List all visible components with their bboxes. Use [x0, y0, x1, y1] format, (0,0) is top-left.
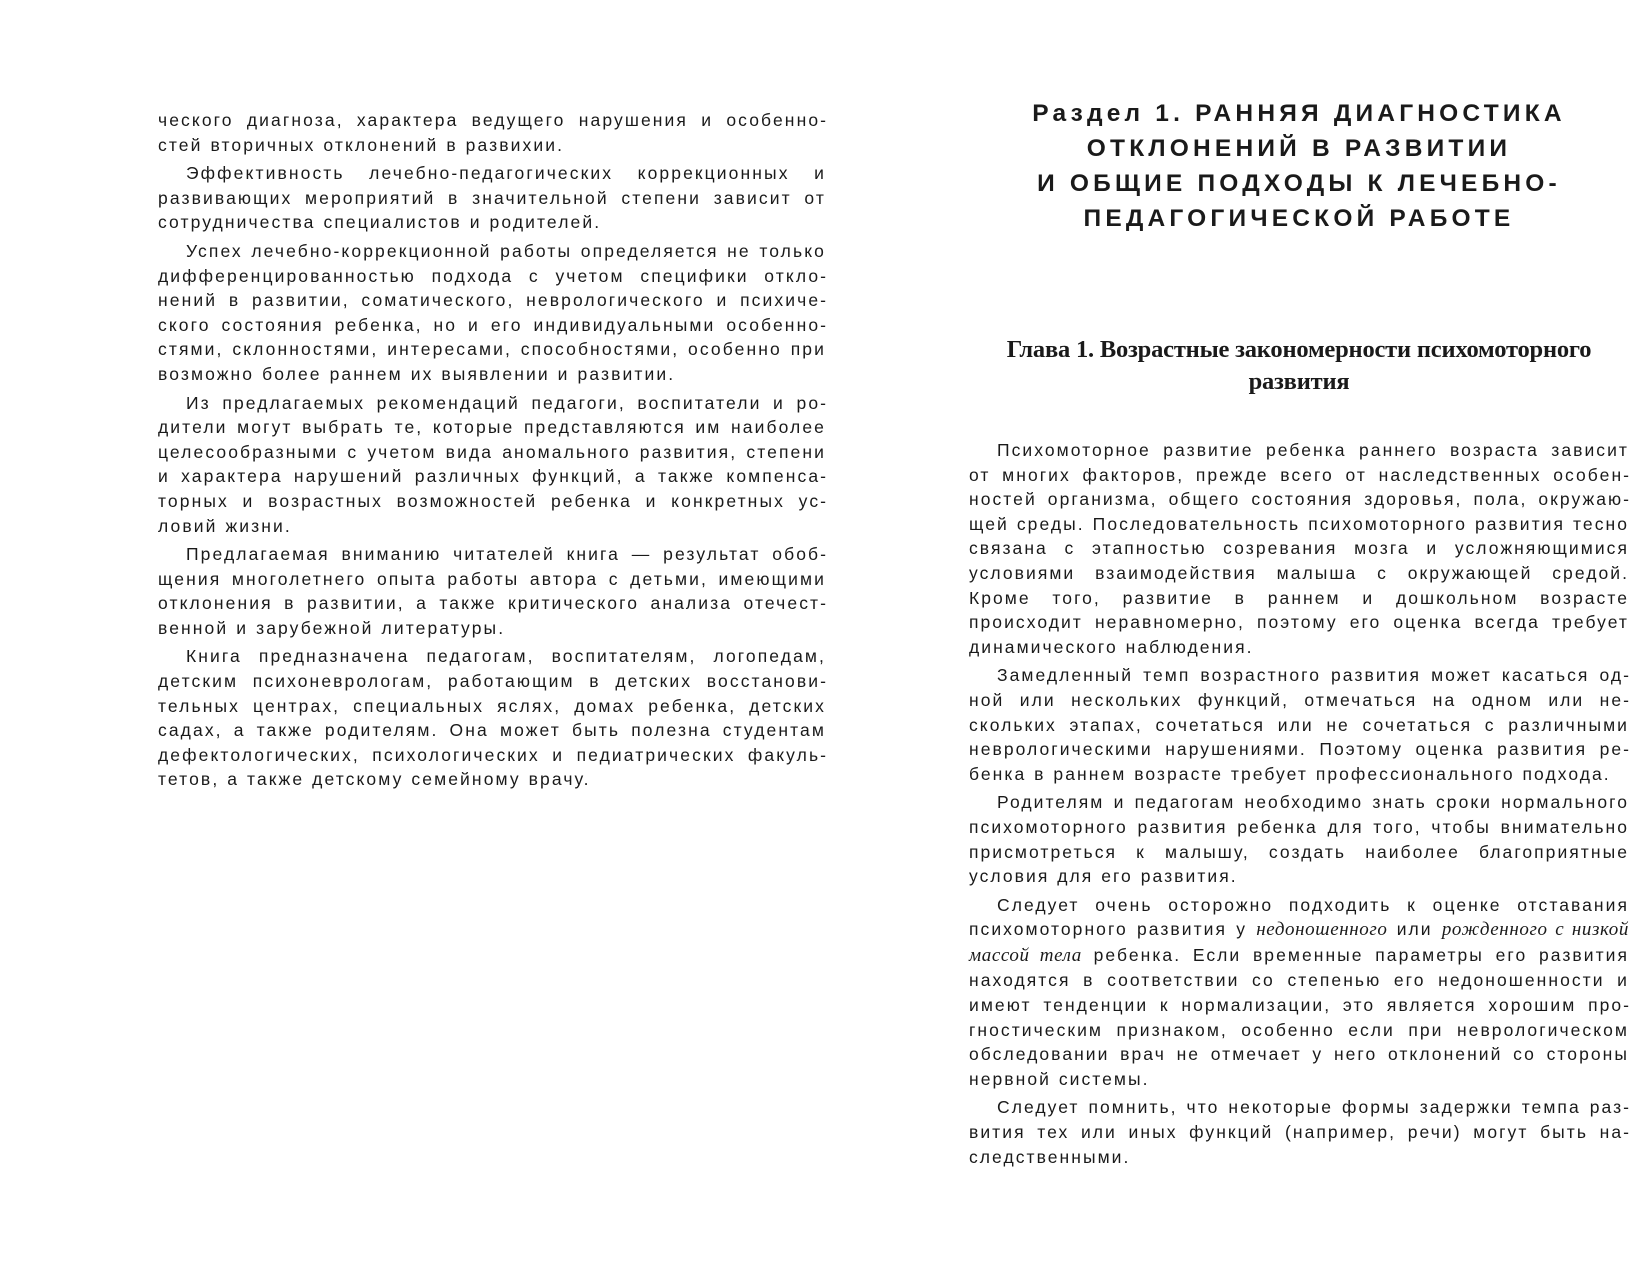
right-paragraph-2: Замедленный темп возрастного развития может касаться одной или нескольких функций, отмечаться на одном или нескольких этапах, сочетаться или не сочетаться с различными неврологическими нарушениями. Поэтому оценка развития ребенка в раннем возрасте требует профессионального подхода. — [969, 665, 1629, 784]
left-paragraph-4: Из предлагаемых рекомендаций педагоги, воспитатели и родители могут выбрать те, которые представляются им наиболее целесообразными с учетом вида аномального развития, степени и характера нарушений различных функций, а также компенсаторных и возрастных возможностей ребенка и конкретных условий жизни. — [158, 392, 826, 536]
chapter-title-line-1: Глава 1. Возрастные закономерности психомоторного — [1006, 336, 1592, 363]
left-paragraph-6: Книга предназначена педагогам, воспитателям, логопедам, детским психоневрологам, работающим в детских восстановительных центрах, специальных яслях, домах ребенка, детских садах, а также родителям. Она может быть полезна студентам дефектологических, психологических и педиатрических факультетов, а также детскому семейному врачу. — [158, 646, 826, 790]
section-title-line-4: ПЕДАГОГИЧЕСКОЙ РАБОТЕ — [1083, 205, 1515, 232]
section-title-line-3: И ОБЩИЕ ПОДХОДЫ К ЛЕЧЕБНО- — [1037, 170, 1561, 197]
left-page — [158, 108, 826, 792]
right-paragraph-1: Психомоторное развитие ребенка раннего возраста зависит от многих факторов, прежде всего от наследственных особенностей организма, общего состояния здоровья, пола, окружающей среды. Последовательность психомоторного развития тесно связана с этапностью созревания мозга и усложняющимися условиями взаимодействия малыша с окружающей средой. Кроме того, развитие в раннем и дошкольном возрасте происходит неравномерно, поэтому его оценка всегда требует динамического наблюдения. — [969, 440, 1629, 657]
section-title-line-2: ОТКЛОНЕНИЙ В РАЗВИТИИ — [1086, 135, 1512, 162]
chapter-title-line-2: развития — [1248, 368, 1350, 395]
left-paragraph-1: ческого диагноза, характера ведущего нарушения и особенностей вторичных отклонений в развихии. — [158, 110, 826, 155]
section-title-line-1: Раздел 1. РАННЯЯ ДИАГНОСТИКА — [1032, 100, 1566, 127]
term-low-birth-weight: рожденного с низкой массой тела — [969, 919, 1629, 966]
right-paragraph-3: Родителям и педагогам необходимо знать сроки нормального психомоторного развития ребенка для того, чтобы внимательно присмотреться к малышу, создать наиболее благоприятные условия для его развития. — [969, 792, 1629, 887]
right-paragraph-5: Следует помнить, что некоторые формы задержки темпа развития тех или иных функций (например, речи) могут быть наследственными. — [969, 1097, 1629, 1167]
right-paragraph-4 — [969, 893, 1629, 1092]
right-paragraph-4-part-1: Следует очень осторожно подходить к оценке отставания психомоторного развития у — [969, 894, 1629, 940]
section-title — [969, 96, 1629, 236]
chapter-title — [969, 334, 1629, 398]
chapter-body — [969, 438, 1629, 1169]
left-paragraph-5: Предлагаемая вниманию читателей книга — результат обобщения многолетнего опыта работы автора с детьми, имеющими отклонения в развитии, а также критического анализа отечественной и зарубежной литературы. — [158, 544, 826, 638]
right-page — [969, 96, 1629, 1169]
left-paragraph-2: Эффективность лечебно-педагогических коррекционных и развивающих мероприятий в значительной степени зависит от сотрудничества специалистов и родителей. — [158, 163, 826, 233]
left-paragraph-3: Успех лечебно-коррекционной работы определяется не только дифференцированностью подхода с учетом специфики отклонений в развитии, соматического, неврологического и психического состояния ребенка, но и его индивидуальными особенностями, склонностями, интересами, способностями, особенно при возможно более раннем их выявлении и развитии. — [158, 240, 826, 384]
right-paragraph-4-part-3: ребенка. Если временные параметры его развития находятся в соответствии со степенью его недоношенности и имеют тенденции к нормализации, это является хорошим прогностическим признаком, особенно если при неврологическом обследовании врач не отмечает у него отклонений со стороны нервной системы. — [969, 944, 1629, 1089]
right-paragraph-4-part-2: или — [1387, 919, 1442, 940]
term-premature: недоношенного — [1256, 919, 1388, 941]
